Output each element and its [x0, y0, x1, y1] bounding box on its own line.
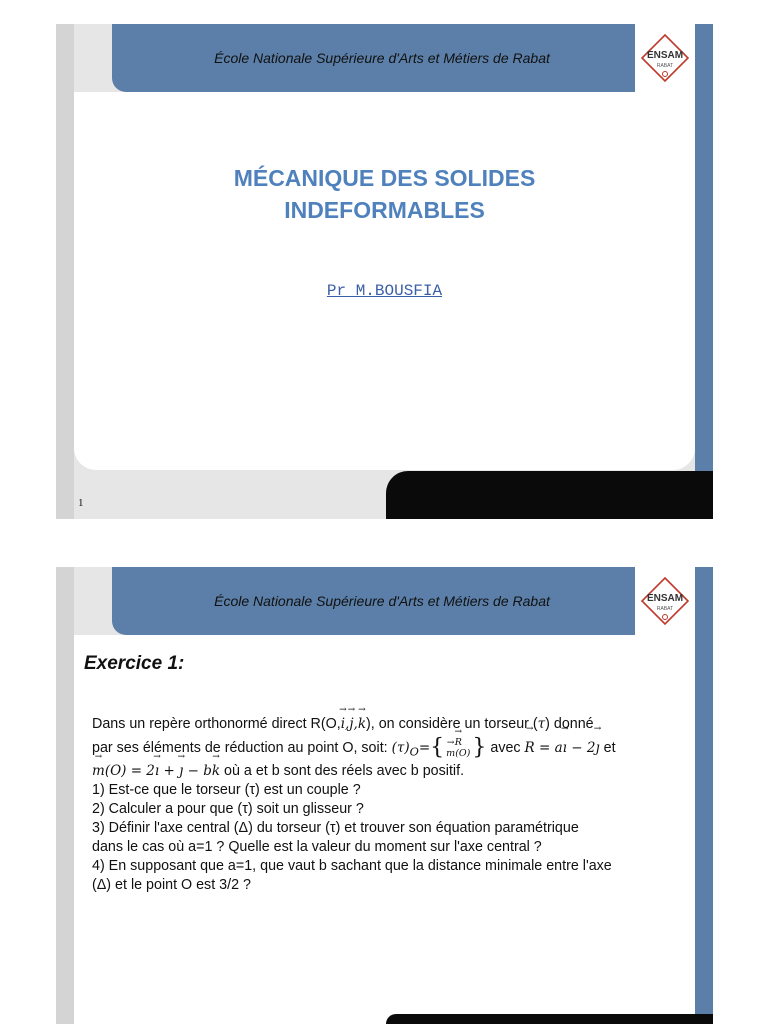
statement-line-3: → m(O) = 2→ ı + → ȷ − b→ k où a et b sont des réels avec b positif. [92, 762, 692, 781]
slide-footer-bar [386, 471, 713, 519]
slide-right-band [695, 24, 713, 519]
ensam-logo-icon [640, 576, 690, 626]
page-number: 1 [78, 497, 84, 509]
course-title [74, 162, 695, 226]
slide-left-edge [56, 24, 74, 519]
slide-footer-bar [386, 1014, 713, 1024]
statement-line-1: Dans un repère orthonormé direct R(O,→ i,→ j,→ k), on considère un torseur (τ) donné [92, 715, 692, 734]
slide-right-band [695, 567, 713, 1024]
svg-text:RABAT: RABAT [656, 63, 674, 69]
statement-line-2: par ses éléments de réduction au point O, soit: $(\tau)_O=${ → R → m(O) } avec → R = a→ ı − 2→ ȷ et [92, 734, 692, 762]
question-1: 1) Est-ce que le torseur (τ) est un couple ? [92, 782, 361, 798]
slide-left-edge [56, 567, 74, 1024]
exercise-statement [92, 715, 692, 895]
school-name: École Nationale Supérieure d'Arts et Métiers de Rabat [214, 593, 550, 609]
school-name: École Nationale Supérieure d'Arts et Métiers de Rabat [214, 50, 550, 66]
slide-header [112, 24, 713, 92]
svg-text:RABAT: RABAT [656, 606, 674, 612]
slide-header [112, 567, 713, 635]
slide-content [74, 635, 695, 1024]
question-2: 2) Calculer a pour que (τ) soit un glisseur ? [92, 801, 364, 817]
exercise-title: Exercice 1: [84, 653, 185, 674]
ensam-logo-icon [640, 33, 690, 83]
question-4-line-2: (Δ) et le point O est 3/2 ? [92, 877, 251, 893]
ensam-logo [635, 567, 695, 635]
course-title-line1: MÉCANIQUE DES SOLIDES [233, 165, 536, 191]
svg-text:ENSAM: ENSAM [646, 593, 684, 604]
author-name: Pr M.BOUSFIA [326, 282, 443, 300]
svg-text:ENSAM: ENSAM [646, 50, 684, 61]
question-4-line-1: 4) En supposant que a=1, que vaut b sachant que la distance minimale entre l'axe [92, 858, 612, 874]
ensam-logo [635, 24, 695, 92]
slide-1 [56, 24, 713, 519]
question-3-line-1: 3) Définir l'axe central (Δ) du torseur (τ) et trouver son équation paramétrique [92, 820, 579, 836]
course-title-line2: INDEFORMABLES [284, 197, 485, 223]
slide-content [74, 92, 695, 470]
question-3-line-2: dans le cas où a=1 ? Quelle est la valeur du moment sur l'axe central ? [92, 839, 542, 855]
slide-2 [56, 567, 713, 1024]
